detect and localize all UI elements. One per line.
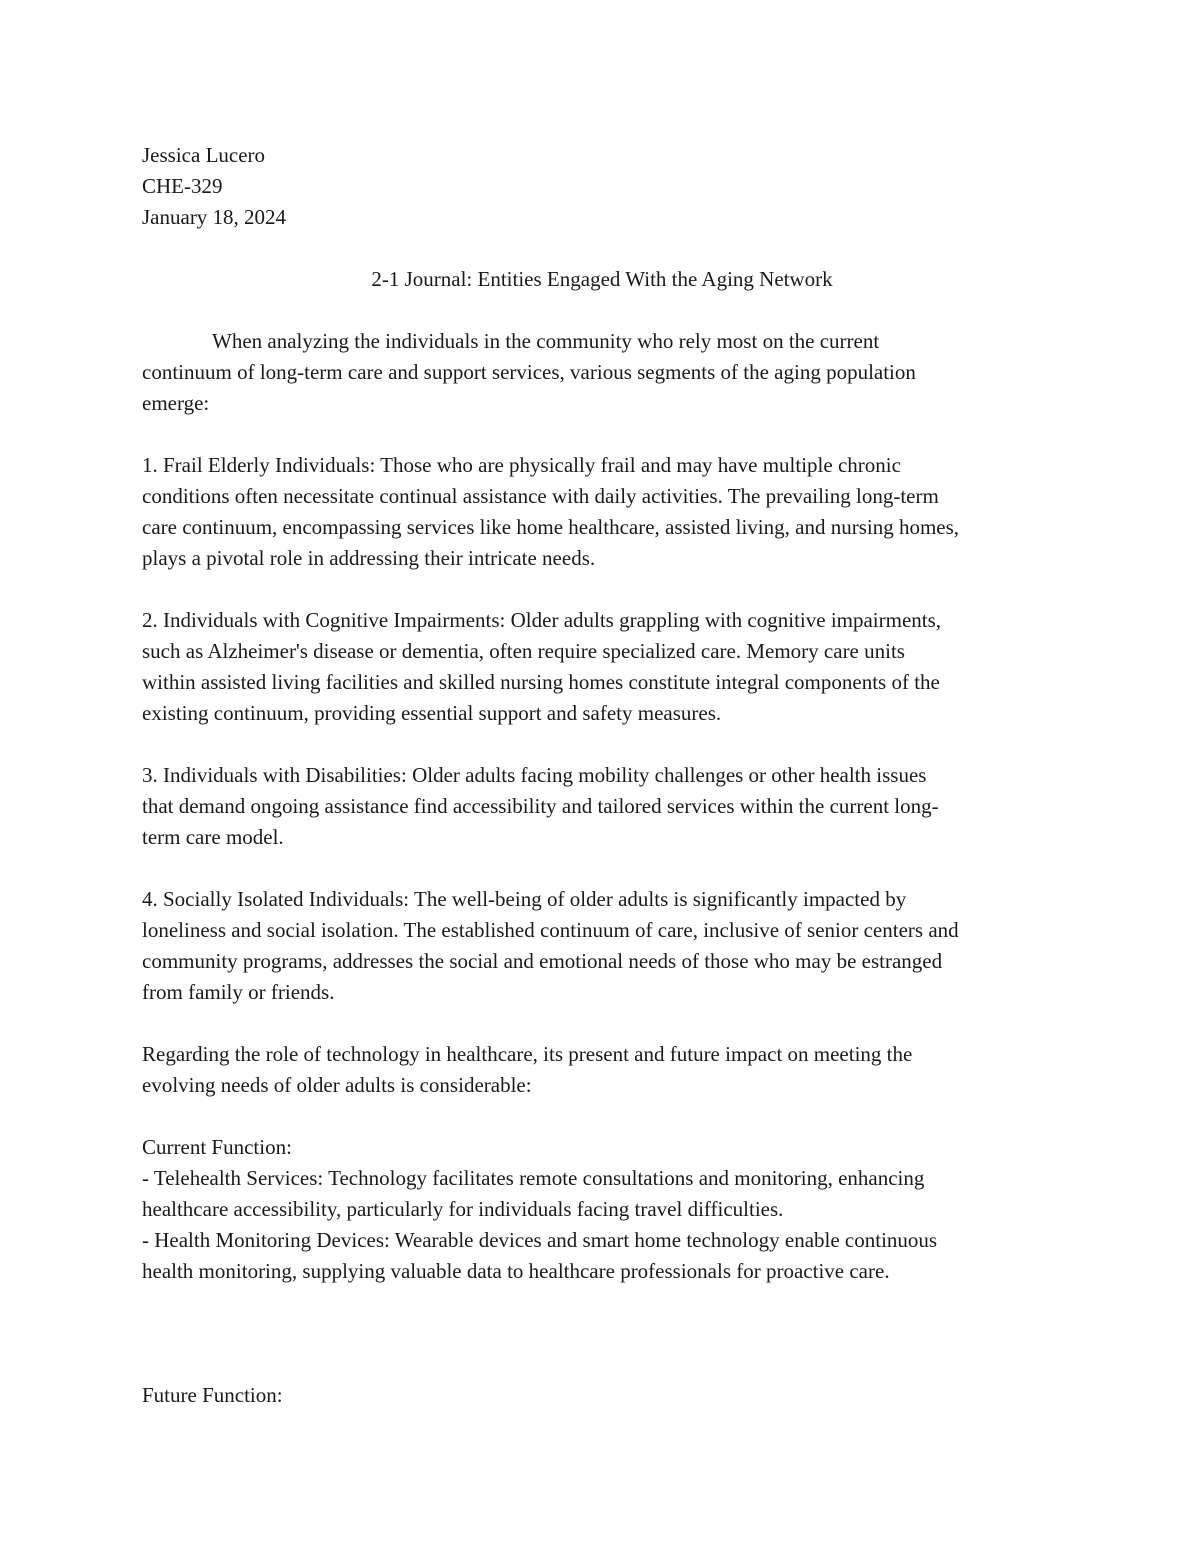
paragraph-line: 3. Individuals with Disabilities: Older adults facing mobility challenges or other health issues bbox=[142, 763, 927, 787]
item-cognitive-impairments bbox=[142, 605, 1062, 729]
current-function-section bbox=[142, 1132, 1062, 1287]
paragraph-line: 1. Frail Elderly Individuals: Those who are physically frail and may have multiple chronic bbox=[142, 453, 901, 477]
course-code: CHE-329 bbox=[142, 174, 223, 198]
list-line: healthcare accessibility, particularly for individuals facing travel difficulties. bbox=[142, 1197, 784, 1221]
paragraph-line: conditions often necessitate continual assistance with daily activities. The prevailing long-term bbox=[142, 484, 939, 508]
paragraph-line: existing continuum, providing essential support and safety measures. bbox=[142, 701, 722, 725]
list-line: health monitoring, supplying valuable data to healthcare professionals for proactive care. bbox=[142, 1259, 890, 1283]
paragraph-line: care continuum, encompassing services like home healthcare, assisted living, and nursing homes, bbox=[142, 515, 960, 539]
document-date: January 18, 2024 bbox=[142, 205, 287, 229]
paragraph-line: 2. Individuals with Cognitive Impairments: Older adults grappling with cognitive impairments, bbox=[142, 608, 942, 632]
current-function-heading: Current Function: bbox=[142, 1135, 292, 1159]
paragraph-line: plays a pivotal role in addressing their intricate needs. bbox=[142, 546, 596, 570]
paragraph-line: that demand ongoing assistance find accessibility and tailored services within the current long- bbox=[142, 794, 939, 818]
document-title: 2-1 Journal: Entities Engaged With the Aging Network bbox=[371, 267, 833, 291]
paragraph-line: evolving needs of older adults is considerable: bbox=[142, 1073, 532, 1097]
paragraph-line: Regarding the role of technology in healthcare, its present and future impact on meeting the bbox=[142, 1042, 913, 1066]
document-page bbox=[142, 140, 1062, 1411]
paragraph-line: 4. Socially Isolated Individuals: The well-being of older adults is significantly impacted by bbox=[142, 887, 907, 911]
intro-line: emerge: bbox=[142, 391, 210, 415]
intro-line: continuum of long-term care and support services, various segments of the aging population bbox=[142, 360, 916, 384]
list-line: - Health Monitoring Devices: Wearable devices and smart home technology enable continuous bbox=[142, 1228, 938, 1252]
paragraph-line: within assisted living facilities and skilled nursing homes constitute integral components of the bbox=[142, 670, 940, 694]
paragraph-line: term care model. bbox=[142, 825, 284, 849]
intro-paragraph bbox=[142, 326, 1062, 419]
list-line: - Telehealth Services: Technology facilitates remote consultations and monitoring, enhancing bbox=[142, 1166, 925, 1190]
author-name: Jessica Lucero bbox=[142, 143, 266, 167]
header-block bbox=[142, 140, 1062, 233]
paragraph-line: loneliness and social isolation. The established continuum of care, inclusive of senior centers and bbox=[142, 918, 959, 942]
item-disabilities bbox=[142, 760, 1062, 853]
intro-line: When analyzing the individuals in the community who rely most on the current bbox=[212, 329, 880, 353]
item-socially-isolated bbox=[142, 884, 1062, 1008]
future-function-heading: Future Function: bbox=[142, 1383, 283, 1407]
paragraph-line: such as Alzheimer's disease or dementia, often require specialized care. Memory care units bbox=[142, 639, 905, 663]
future-function-section bbox=[142, 1380, 1062, 1411]
item-frail-elderly bbox=[142, 450, 1062, 574]
paragraph-line: from family or friends. bbox=[142, 980, 335, 1004]
technology-paragraph bbox=[142, 1039, 1062, 1101]
paragraph-line: community programs, addresses the social and emotional needs of those who may be estranged bbox=[142, 949, 943, 973]
